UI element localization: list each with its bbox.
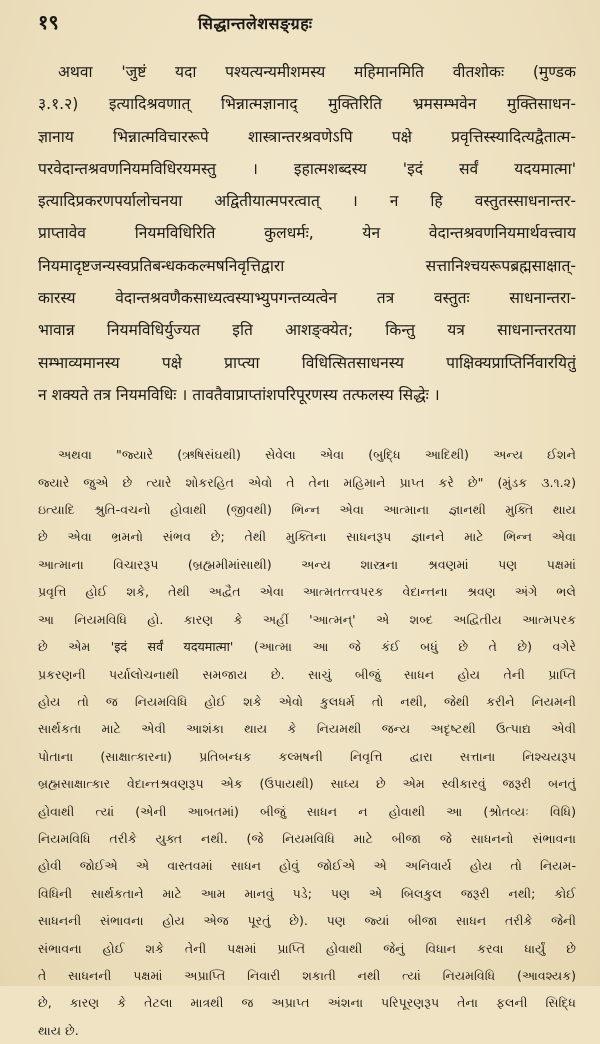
gujarati-line: બ્રહ્મસાક્ષાત્કાર વેદાન્તશ્રવણરૂપ એક (ઉપાયથી) સાધ્ય છે એમ સ્વીકારવું જરૂરી બનતું [38,776,576,792]
gujarati-line: હોય તો જ નિયમવિધિ હોઈ શકે એવો કુલધર્મ તો નથી, જેથી કરીને નિયમની [38,693,576,709]
sanskrit-line: परवेदान्तश्रवणनियमविधिरयमस्तु । इहात्मशब्दस्य 'इदं सर्वं यदयमात्मा' [38,159,576,178]
gujarati-line: આ નિયમવિધિ હો. કારણ કે અહીં 'આત્મન્' એ શબ્દ અદ્વિતીય આત્મપરક [38,611,576,627]
sanskrit-line: सम्भाव्यमानस्य पक्षे प्राप्त्या विधित्सितसाधनस्य पाक्षिक्यप्राप्तिर्निवारयितुं [38,353,576,372]
gujarati-translation [38,441,576,1044]
gujarati-line: તે સાધનની પક્ષમાં અપ્રાપ્તિ નિવારી શકાતી નથી ત્યાં નિયમવિધિ (આવશ્યક) [38,967,576,983]
gujarati-line: થાય છે. [38,1022,79,1038]
sanskrit-line: ३.१.२) इत्यादिश्रवणात् भिन्नात्मज्ञानाद् मुक्तिरिति भ्रमसम्भवेन मुक्तिसाधन- [38,95,576,114]
gujarati-line: અથવા "જ્યારે (ઋષિસંઘથી) સેવેલા એવા (બુદ્ધિ આદિથી) અન્ય ઈશને [58,447,576,463]
gujarati-line: હોવી જોઈએ એ વાસ્તવમાં સાધન હોવું જોઈએ એ અનિવાર્ય હોય તો નિયમ- [38,858,576,874]
gujarati-line: હોવાથી ત્યાં (એની આબતમાં) બીજું સાધન ન હોવાથી આ (શ્રોતવ્યઃ વિધિ) [38,803,576,819]
sanskrit-line: इत्यादिप्रकरणपर्यालोचनया अद्वितीयात्मपरत्वात् । न हि वस्तुतस्साधनान्तर- [38,192,576,211]
gujarati-line: પ્રવૃત્તિ હોઈ શકે, તેથી અદ્વૈત એવા આત્મતત્ત્વપરક વેદાન્તના શ્રવણ અંગે ભલે [38,584,576,600]
gujarati-line: નિયમવિધિ તરીકે યુક્ત નથી. (જે નિયમવિધિ માટે બીજા જે સાધનનો સંભાવના [38,830,576,846]
gujarati-line: સંભાવના હોઈ શકે તેની પક્ષમાં પ્રાપ્તિ હોવાથી જેનું વિધાન કરવા ધાર્યું છે [38,940,576,956]
sanskrit-line: नियमादृष्टजन्यस्वप्रतिबन्धककल्मषनिवृत्तिद्वारा सत्तानिश्चयरूपब्रह्मसाक्षात्- [38,256,576,275]
gujarati-line: છે એમ 'इदं सर्वं यदयमात्मा' (આત્મા આ જે કંઈ બધું છે તે છે) વગેરે [38,639,576,655]
gujarati-line: સાધનની સંભાવના હોય એજ પૂરતું છે). પણ જ્યાં બીજા સાધન તરીકે જેની [38,913,576,929]
page-header [38,8,576,38]
sanskrit-line: प्राप्तावेव नियमविधिरिति कुलधर्मः, येन वेदान्तश्रवणनियमार्थवत्त्वाय [38,224,576,243]
gujarati-line: છે, કારણ કે તેટલા માત્રથી જ અપ્રાપ્ત અંશના પરિપૂરણરૂપ તેના ફલની સિદ્ધિ [38,995,576,1011]
gujarati-line: ઇત્યાદિ શ્રુતિ-વચનો હોવાથી (જીવથી) ભિન્ન એવા આત્માના જ્ઞાનથી મુક્તિ થાય [38,502,576,518]
sanskrit-line: न शक्यते तत्र नियमविधिः । तावतैवाप्राप्तांशपरिपूरणस्य तत्फलस्य सिद्धेः । [38,385,440,404]
sanskrit-line: ज्ञानाय भिन्नात्मविचाररूपे शास्त्रान्तरश्रवणेऽपि पक्षे प्रवृत्तिस्स्यादित्यद्वैतात्म- [38,127,576,146]
running-title: सिद्धान्तलेशसङ्ग्रहः [198,14,313,33]
gujarati-line: છે એવા ભ્રમનો સંભવ છે; તેથી મુક્તિના સાધનરૂપ જ્ઞાનને માટે ભિન્ન એવા [38,529,576,545]
gujarati-line: જ્યારે જુએ છે ત્યારે શોકરહિત એવો તે તેના મહિમાને પ્રાપ્ત કરે છે" (મુંડક ૩.૧.૨) [38,474,576,490]
gujarati-line: પ્રકરણની પર્યાલોચનાથી સમજાય છે. સાચું બીજું સાધન હોય તેની પ્રાપ્તિ [38,666,576,682]
sanskrit-line: कारस्य वेदान्तश्रवणैकसाध्यत्वस्याभ्युपगन्तव्यत्वेन तत्र वस्तुतः साधनान्तरा- [38,289,576,308]
page-number: १९ [38,10,59,34]
gujarati-line: સાર્થકતા માટે એવી આશંકા થાય કે નિયમથી જન્ય અદૃષ્ટથી ઉત્પાદ્ય એવી [38,721,576,737]
gujarati-line: વિધિની સાર્થકતાને માટે આમ માનવું પડે; પણ એ બિલકુલ જરૂરી નથી; કોઈ [38,885,576,901]
sanskrit-passage [38,56,576,411]
sanskrit-line: भावान्न नियमविधिर्युज्यत इति आशङ्क्येत; किन्तु यत्र साधनान्तरतया [38,321,576,340]
gujarati-line: આત્માના વિચારરૂપ (બ્રહ્મમીમાંસાથી) અન્ય શાસ્ત્રના શ્રવણમાં પણ પક્ષમાં [38,556,576,572]
sanskrit-line: अथवा 'जुष्टं यदा पश्यत्यन्यमीशमस्य महिमानमिति वीतशोकः (मुण्डक [58,63,576,81]
gujarati-line: પોતાના (સાક્ષાત્કારના) પ્રતિબન્ધક કલ્મષની નિવૃત્તિ દ્વારા સત્તાના નિશ્ચયરૂપ [38,748,576,764]
